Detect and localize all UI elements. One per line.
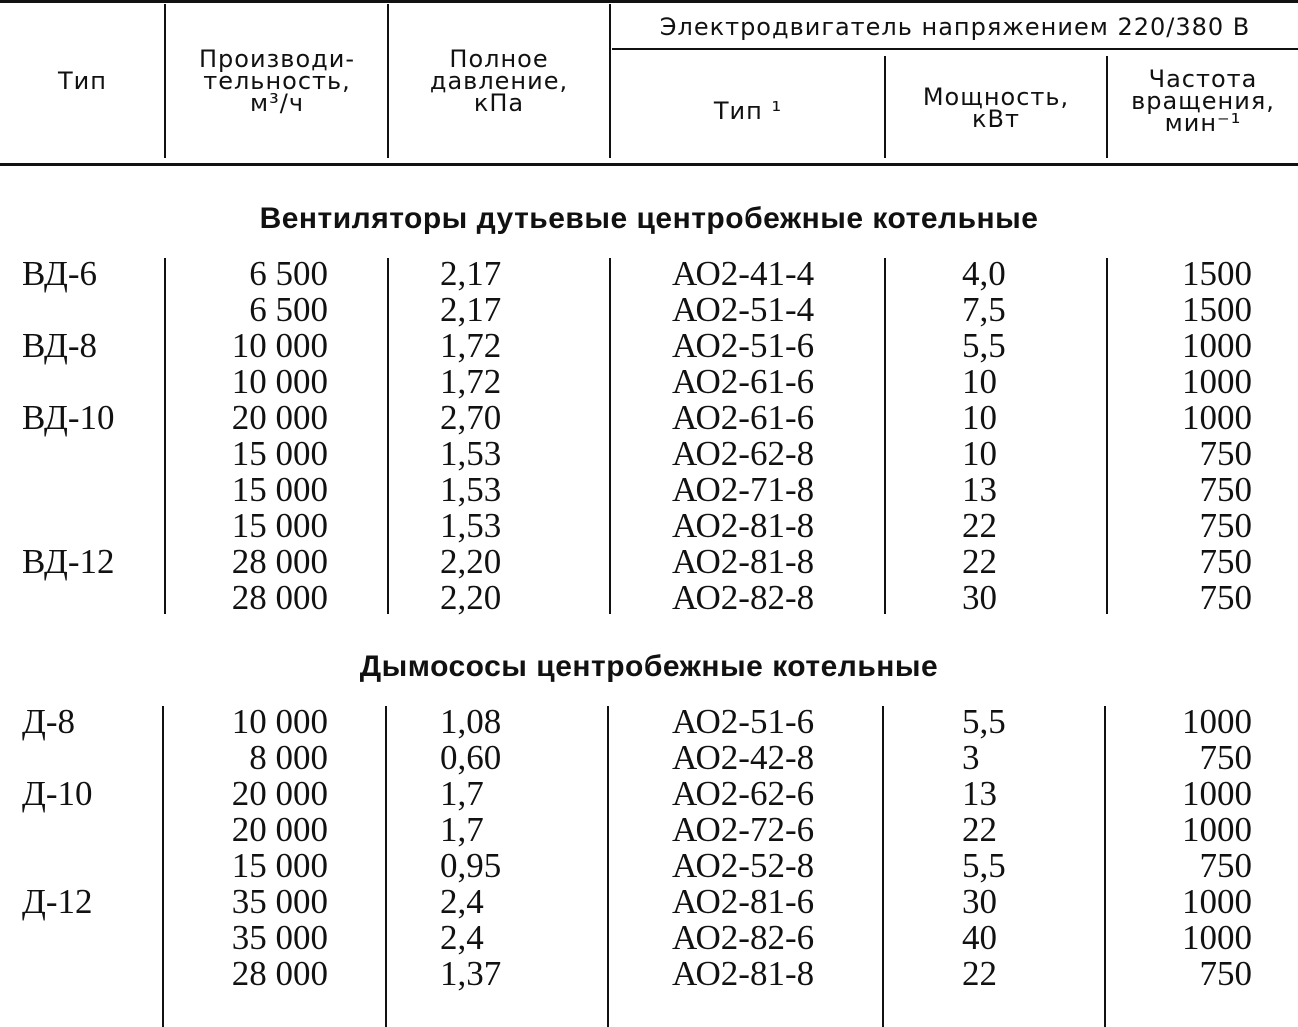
table-row: [0, 472, 1298, 508]
cell-type: ВД-12: [22, 542, 115, 581]
cell-motor-type: АО2-72-6: [672, 810, 815, 849]
cell-motor-type: АО2-41-4: [672, 254, 815, 293]
table-row: [0, 508, 1298, 544]
cell-productivity: 15 000: [231, 506, 328, 545]
cell-pressure: 1,53: [440, 434, 502, 473]
table-row: [0, 704, 1298, 740]
cell-pressure: 1,53: [440, 506, 502, 545]
cell-motor-type: АО2-62-8: [672, 434, 815, 473]
cell-pressure: 1,08: [440, 702, 502, 741]
cell-type: Д-8: [22, 702, 76, 741]
cell-power: 30: [962, 578, 997, 617]
table-row: [0, 920, 1298, 956]
cell-motor-type: АО2-61-6: [672, 398, 815, 437]
cell-productivity: 35 000: [231, 918, 328, 957]
table-row: [0, 364, 1298, 400]
cell-productivity: 10 000: [231, 702, 328, 741]
cell-motor-type: АО2-81-6: [672, 882, 815, 921]
cell-motor-type: АО2-51-6: [672, 326, 815, 365]
cell-pressure: 2,20: [440, 578, 502, 617]
cell-productivity: 8 000: [249, 738, 328, 777]
cell-pressure: 1,72: [440, 326, 502, 365]
cell-power: 7,5: [962, 290, 1006, 329]
cell-motor-type: АО2-82-8: [672, 578, 815, 617]
cell-pressure: 2,20: [440, 542, 502, 581]
cell-power: 10: [962, 362, 997, 401]
header-bottom-rule: [0, 163, 1298, 166]
cell-power: 3: [962, 738, 980, 777]
table-row: [0, 256, 1298, 292]
cell-rpm: 1000: [1182, 326, 1252, 365]
cell-pressure: 0,60: [440, 738, 502, 777]
cell-pressure: 2,17: [440, 290, 502, 329]
cell-rpm: 1000: [1182, 882, 1252, 921]
cell-rpm: 1000: [1182, 362, 1252, 401]
cell-productivity: 28 000: [231, 954, 328, 993]
table-row: [0, 776, 1298, 812]
motor-group-rule: [612, 48, 1298, 50]
cell-productivity: 28 000: [231, 542, 328, 581]
cell-power: 5,5: [962, 326, 1006, 365]
cell-power: 22: [962, 954, 997, 993]
table-row: [0, 328, 1298, 364]
cell-power: 10: [962, 434, 997, 473]
cell-motor-type: АО2-82-6: [672, 918, 815, 957]
cell-rpm: 750: [1199, 954, 1252, 993]
header-divider: [164, 4, 166, 158]
table-row: [0, 292, 1298, 328]
cell-type: Д-10: [22, 774, 93, 813]
cell-power: 13: [962, 470, 997, 509]
cell-power: 30: [962, 882, 997, 921]
table-row: [0, 580, 1298, 616]
cell-motor-type: АО2-61-6: [672, 362, 815, 401]
cell-pressure: 0,95: [440, 846, 502, 885]
table-row: [0, 400, 1298, 436]
cell-power: 22: [962, 542, 997, 581]
cell-rpm: 750: [1199, 542, 1252, 581]
cell-motor-type: АО2-81-8: [672, 506, 815, 545]
cell-pressure: 1,72: [440, 362, 502, 401]
cell-motor-type: АО2-62-6: [672, 774, 815, 813]
cell-productivity: 20 000: [231, 774, 328, 813]
cell-motor-type: АО2-51-4: [672, 290, 815, 329]
cell-rpm: 1000: [1182, 774, 1252, 813]
header-rpm: Частота вращения, мин⁻¹: [1131, 65, 1275, 137]
table-row: [0, 812, 1298, 848]
cell-rpm: 1000: [1182, 918, 1252, 957]
cell-rpm: 1500: [1182, 290, 1252, 329]
header-motor-group: Электродвигатель напряжением 220/380 В: [659, 13, 1251, 41]
table-row: [0, 884, 1298, 920]
top-rule: [0, 0, 1298, 3]
cell-pressure: 1,53: [440, 470, 502, 509]
cell-productivity: 10 000: [231, 326, 328, 365]
cell-pressure: 1,7: [440, 810, 484, 849]
cell-productivity: 28 000: [231, 578, 328, 617]
cell-power: 4,0: [962, 254, 1006, 293]
cell-rpm: 750: [1199, 470, 1252, 509]
cell-pressure: 1,7: [440, 774, 484, 813]
cell-type: ВД-8: [22, 326, 98, 365]
header-motor-type: Тип ¹: [713, 97, 783, 125]
cell-pressure: 2,70: [440, 398, 502, 437]
header-power: Мощность, кВт: [922, 83, 1070, 133]
cell-motor-type: АО2-52-8: [672, 846, 815, 885]
cell-rpm: 1000: [1182, 810, 1252, 849]
cell-power: 5,5: [962, 846, 1006, 885]
cell-rpm: 750: [1199, 846, 1252, 885]
cell-pressure: 2,17: [440, 254, 502, 293]
header-productivity: Производи- тельность, м³/ч: [198, 45, 355, 117]
cell-rpm: 1000: [1182, 702, 1252, 741]
cell-power: 10: [962, 398, 997, 437]
cell-productivity: 15 000: [231, 846, 328, 885]
cell-motor-type: АО2-81-8: [672, 954, 815, 993]
cell-rpm: 750: [1199, 738, 1252, 777]
cell-type: Д-12: [22, 882, 93, 921]
cell-productivity: 20 000: [231, 398, 328, 437]
table-row: [0, 956, 1298, 992]
cell-type: ВД-10: [22, 398, 115, 437]
cell-motor-type: АО2-42-8: [672, 738, 815, 777]
section-title-exhausters: Дымососы центробежные котельные: [359, 650, 939, 683]
cell-pressure: 2,4: [440, 918, 484, 957]
table-row: [0, 544, 1298, 580]
cell-rpm: 750: [1199, 506, 1252, 545]
cell-motor-type: АО2-71-8: [672, 470, 815, 509]
cell-productivity: 35 000: [231, 882, 328, 921]
cell-motor-type: АО2-81-8: [672, 542, 815, 581]
cell-power: 40: [962, 918, 997, 957]
cell-pressure: 1,37: [440, 954, 502, 993]
header-divider: [387, 4, 389, 158]
cell-type: ВД-6: [22, 254, 98, 293]
cell-power: 22: [962, 506, 997, 545]
cell-productivity: 6 500: [249, 254, 328, 293]
cell-rpm: 1500: [1182, 254, 1252, 293]
cell-rpm: 750: [1199, 434, 1252, 473]
cell-power: 5,5: [962, 702, 1006, 741]
table-row: [0, 436, 1298, 472]
header-divider: [609, 4, 611, 158]
cell-pressure: 2,4: [440, 882, 484, 921]
cell-productivity: 20 000: [231, 810, 328, 849]
cell-power: 22: [962, 810, 997, 849]
cell-productivity: 10 000: [231, 362, 328, 401]
cell-rpm: 750: [1199, 578, 1252, 617]
cell-rpm: 1000: [1182, 398, 1252, 437]
header-type: Тип: [58, 67, 107, 95]
cell-productivity: 15 000: [231, 434, 328, 473]
table-row: [0, 740, 1298, 776]
section-title-fans: Вентиляторы дутьевые центробежные котельные: [259, 202, 1039, 235]
header-divider: [884, 56, 886, 158]
header-pressure: Полное давление, кПа: [429, 45, 569, 117]
cell-power: 13: [962, 774, 997, 813]
cell-productivity: 15 000: [231, 470, 328, 509]
header-divider: [1106, 56, 1108, 158]
cell-motor-type: АО2-51-6: [672, 702, 815, 741]
cell-productivity: 6 500: [249, 290, 328, 329]
table-row: [0, 848, 1298, 884]
